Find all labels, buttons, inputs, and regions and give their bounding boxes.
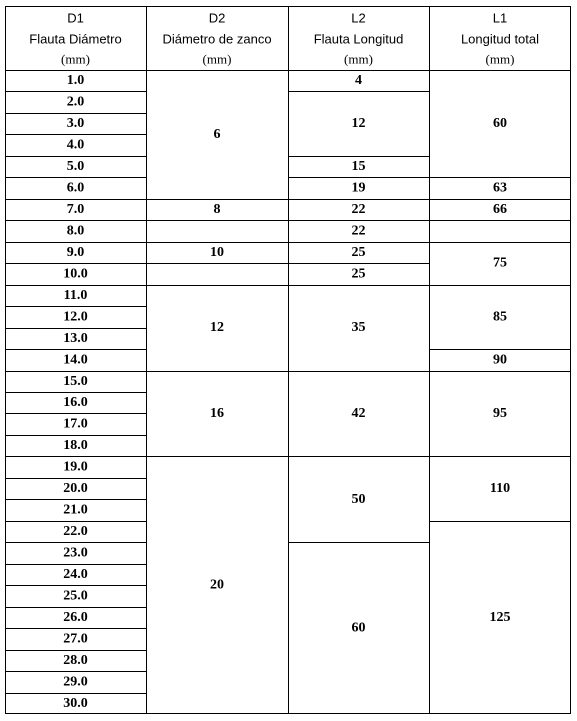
l1-value: 125 xyxy=(489,609,511,625)
d1-value: 26.0 xyxy=(63,609,88,625)
d1-value: 12.0 xyxy=(63,309,88,325)
l1-value: 85 xyxy=(493,309,507,325)
header-code: L1 xyxy=(492,10,508,26)
l1-value: 90 xyxy=(493,352,507,368)
l2-value: 42 xyxy=(351,405,366,421)
d1-value: 7.0 xyxy=(66,202,85,218)
header-name: Flauta Diámetro xyxy=(29,31,122,47)
l2-value: 25 xyxy=(351,244,366,260)
d1-value: 21.0 xyxy=(63,502,88,518)
d1-value: 24.0 xyxy=(63,566,88,582)
d1-value: 11.0 xyxy=(63,287,88,303)
header-name: Longitud total xyxy=(460,31,540,47)
d1-value: 3.0 xyxy=(66,116,85,132)
d2-value: 8 xyxy=(213,202,221,218)
d1-value: 13.0 xyxy=(63,330,88,346)
d2-value: 20 xyxy=(210,577,224,593)
l2-value: 22 xyxy=(351,223,366,239)
spec-table xyxy=(5,6,571,714)
l1-value: 66 xyxy=(493,202,507,218)
d1-value: 4.0 xyxy=(66,137,85,153)
l2-value: 12 xyxy=(351,116,366,132)
d1-value: 6.0 xyxy=(66,180,85,196)
spec-table-grid xyxy=(5,6,571,714)
header-code: L2 xyxy=(351,10,366,26)
l2-value: 60 xyxy=(351,620,366,636)
header-name: Diámetro de zanco xyxy=(162,31,272,47)
d2-value: 10 xyxy=(210,244,224,260)
l1-value: 63 xyxy=(493,180,507,196)
l2-value: 22 xyxy=(351,202,366,218)
l1-value: 75 xyxy=(493,255,507,271)
d1-value: 10.0 xyxy=(63,266,88,282)
d1-value: 15.0 xyxy=(63,373,88,389)
l2-value: 25 xyxy=(351,266,366,282)
d1-value: 20.0 xyxy=(63,481,88,497)
d1-value: 2.0 xyxy=(66,94,85,110)
l2-value: 4 xyxy=(355,73,362,89)
d1-value: 17.0 xyxy=(63,416,88,432)
d1-value: 14.0 xyxy=(63,352,88,368)
d2-value: 16 xyxy=(210,405,224,421)
d2-value: 6 xyxy=(213,126,221,142)
header-name: Flauta Longitud xyxy=(313,31,404,47)
l2-value: 50 xyxy=(351,491,366,507)
d1-value: 23.0 xyxy=(63,545,88,561)
d1-value: 25.0 xyxy=(63,588,88,604)
d2-value: 12 xyxy=(210,320,224,336)
header-code: D2 xyxy=(208,10,226,26)
d1-value: 27.0 xyxy=(63,631,88,647)
d1-value: 9.0 xyxy=(66,244,85,260)
header-unit: (mm) xyxy=(61,51,90,67)
d1-value: 18.0 xyxy=(63,438,88,454)
d1-value: 29.0 xyxy=(63,674,88,690)
l2-value: 19 xyxy=(351,180,366,196)
l1-value: 95 xyxy=(493,405,507,421)
header-unit: (mm) xyxy=(344,51,373,67)
header-code: D1 xyxy=(67,10,84,26)
l1-value: 60 xyxy=(493,116,507,132)
l1-value: 110 xyxy=(489,481,511,497)
l2-value: 35 xyxy=(351,320,366,336)
l2-value: 15 xyxy=(351,159,366,175)
d1-value: 22.0 xyxy=(63,524,88,540)
d1-value: 30.0 xyxy=(63,695,88,711)
d1-value: 28.0 xyxy=(63,652,88,668)
d1-value: 19.0 xyxy=(63,459,88,475)
header-unit: (mm) xyxy=(485,51,515,67)
header-unit: (mm) xyxy=(202,51,232,67)
d1-value: 5.0 xyxy=(66,159,85,175)
d1-value: 8.0 xyxy=(66,223,85,239)
d1-value: 1.0 xyxy=(66,73,85,89)
d1-value: 16.0 xyxy=(63,395,88,411)
